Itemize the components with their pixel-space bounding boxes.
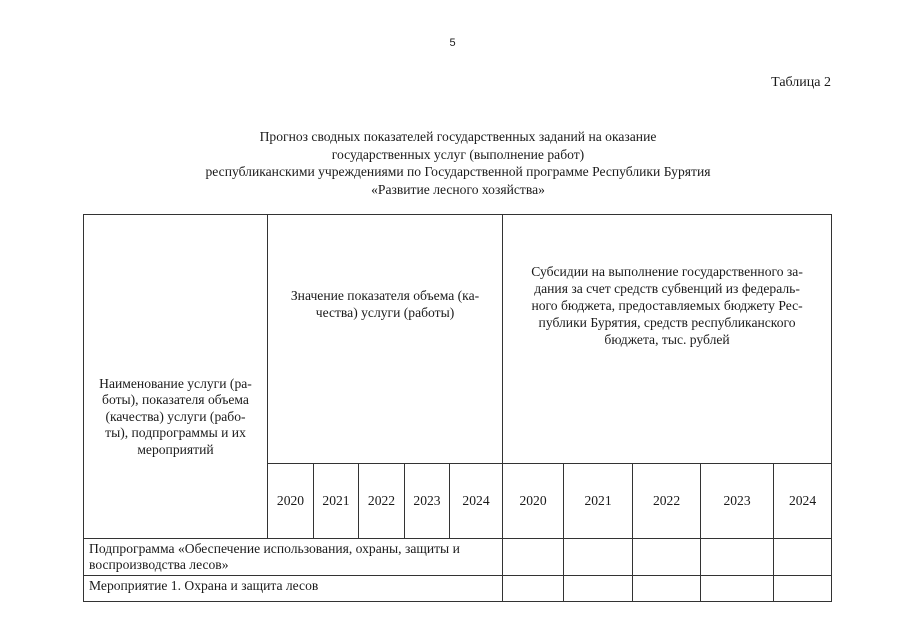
forecast-table bbox=[83, 214, 832, 602]
table-cell bbox=[564, 539, 633, 576]
activity-row-label: Мероприятие 1. Охрана и защита лесов bbox=[84, 576, 503, 602]
subsidy-year-header: 2022 bbox=[633, 464, 701, 539]
title-line: Прогноз сводных показателей государственных заданий на оказание bbox=[259, 129, 657, 144]
table-cell bbox=[701, 539, 774, 576]
subsidy-year-header: 2024 bbox=[774, 464, 832, 539]
header-subsidies: Субсидии на выполнение государственного за- дания за счет средств субвенций из федераль- ного бюджета, предоставляемых бюджету Рес- публики Бурятия, средств республиканского бюджета, тыс. рублей bbox=[503, 215, 832, 464]
volume-year-header: 2022 bbox=[359, 464, 405, 539]
table-cell bbox=[503, 539, 564, 576]
table-label: Таблица 2 bbox=[771, 75, 831, 90]
table-cell bbox=[564, 576, 633, 602]
page-number: 5 bbox=[449, 37, 456, 49]
table-cell bbox=[701, 576, 774, 602]
table-cell bbox=[774, 576, 832, 602]
subsidy-year-header: 2023 bbox=[701, 464, 774, 539]
subsidy-year-header: 2020 bbox=[503, 464, 564, 539]
header-service-name: Наименование услуги (ра- боты), показателя объема (качества) услуги (рабо- ты), подпрограммы и их мероприятий bbox=[84, 215, 268, 539]
table-row bbox=[84, 539, 832, 576]
volume-year-header: 2020 bbox=[268, 464, 314, 539]
table-cell bbox=[633, 576, 701, 602]
table-cell bbox=[774, 539, 832, 576]
volume-year-header: 2023 bbox=[405, 464, 450, 539]
table-cell bbox=[633, 539, 701, 576]
subprogram-row-label: Подпрограмма «Обеспечение использования, охраны, защиты и воспроизводства лесов» bbox=[84, 539, 503, 576]
table-cell bbox=[503, 576, 564, 602]
title-line: республиканскими учреждениями по Государственной программе Республики Бурятия bbox=[205, 164, 711, 179]
volume-year-header: 2024 bbox=[450, 464, 503, 539]
header-volume-indicator: Значение показателя объема (ка- чества) услуги (работы) bbox=[268, 215, 503, 464]
title-line: государственных услуг (выполнение работ) bbox=[331, 146, 585, 162]
table-row bbox=[84, 576, 832, 602]
document-title bbox=[140, 128, 776, 198]
volume-year-header: 2021 bbox=[314, 464, 359, 539]
subsidy-year-header: 2021 bbox=[564, 464, 633, 539]
title-line: «Развитие лесного хозяйства» bbox=[371, 181, 545, 197]
